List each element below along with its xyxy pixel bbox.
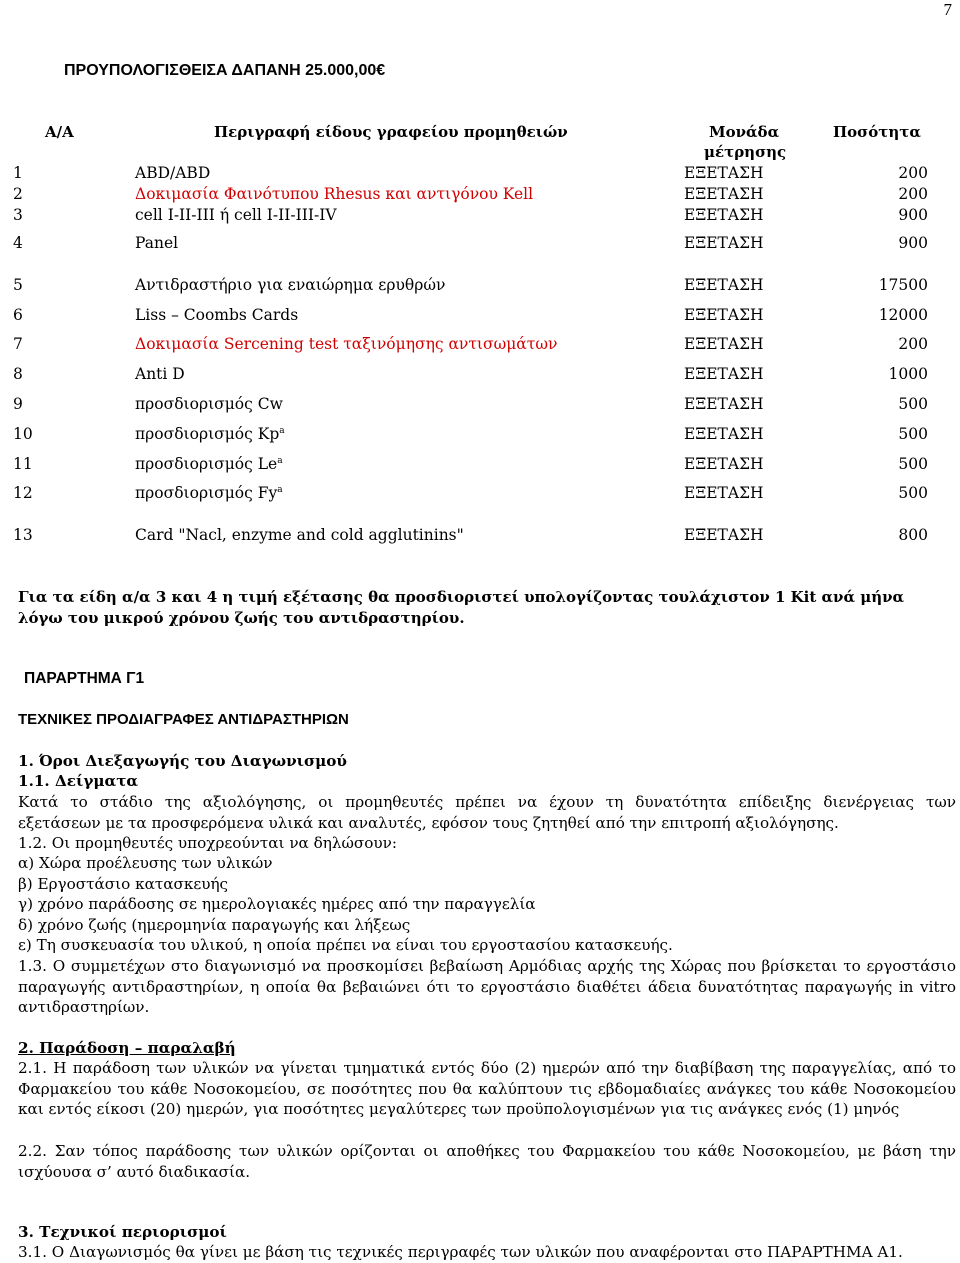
section-1-1-line2: εξετάσεων με τα προσφερόμενα υλικά και αναλυτές, εφόσον τους ζητηθεί από την επιτροπή αξιολόγησης. — [18, 814, 839, 832]
section-2-1-text: 2.1. Η παράδοση των υλικών να γίνεται τμηματικά εντός δύο (2) ημερών από την διαβίβαση της παραγγελίας, από το Φαρμακείου του κάθε Νοσοκομείου, σε ποσότητες που θα καλύπτουν τις εβδομαδιαίες ανάγκες του κάθε Νοσοκομείου και εντός είκοσι (20) ημερών, για ποσότητες μεγαλύτερες των προϋπολογισμένων για τις ανάγκες ενός (1) μηνός — [18, 1059, 956, 1118]
row-aa: 5 — [13, 276, 23, 294]
section-1-1-title: 1.1. Δείγματα — [18, 772, 139, 790]
row-unit: ΕΞΕΤΑΣΗ — [684, 234, 764, 252]
section-3-1-text: 3.1. Ο Διαγωνισμός θα γίνει με βάση τις τεχνικές περιγραφές των υλικών που αναφέρονται στο ΠΑΡΑΡΤΗΜΑ Α1. — [18, 1243, 903, 1261]
row-unit: ΕΞΕΤΑΣΗ — [684, 306, 764, 324]
section-2-title: 2. Παράδοση – παραλαβή — [18, 1039, 236, 1057]
row-unit: ΕΞΕΤΑΣΗ — [684, 164, 764, 182]
row-unit: ΕΞΕΤΑΣΗ — [684, 425, 764, 443]
list-item: δ) χρόνο ζωής (ημερομηνία παραγωγής και λήξεως — [18, 916, 411, 934]
row-quantity: 500 — [898, 484, 928, 502]
header-quantity: Ποσότητα — [833, 123, 921, 141]
superscript: a — [277, 485, 283, 495]
row-unit: ΕΞΕΤΑΣΗ — [684, 335, 764, 353]
row-aa: 13 — [13, 526, 33, 544]
row-description: προσδιορισμός Fy$^a$ — [135, 484, 283, 502]
technical-specs-title: ΤΕΧΝΙΚΕΣ ΠΡΟΔΙΑΓΡΑΦΕΣ ΑΝΤΙΔΡΑΣΤΗΡΙΩΝ — [18, 711, 349, 728]
section-1-3-text: 1.3. Ο συμμετέχων στο διαγωνισμό να προσκομίσει βεβαίωση Αρμόδιας αρχής της Χώρας που βρίσκεται το εργοστάσιο παραγωγής αντιδραστηρίων, η οποία θα βεβαιώνει ότι το εργοστάσιο διαθέτει άδεια δυνατότητας παραγωγής in vitro αντιδραστηρίων. — [18, 957, 956, 1016]
annex-title: ΠΑΡΑΡΤΗΜΑ Γ1 — [24, 670, 145, 687]
row-aa: 6 — [13, 306, 23, 324]
row-quantity: 200 — [898, 185, 928, 203]
note-paragraph: Για τα είδη α/α 3 και 4 η τιμή εξέτασης θα προσδιοριστεί υπολογίζοντας τουλάχιστον 1 Kit ανά μήνα λόγω του μικρού χρόνου ζωής του αντιδραστηρίου. — [18, 588, 905, 627]
header-aa: Α/Α — [45, 123, 74, 141]
row-quantity: 500 — [898, 455, 928, 473]
list-item: ε) Τη συσκευασία του υλικού, η οποία πρέπει να είναι του εργοστασίου κατασκευής. — [18, 936, 673, 954]
row-unit: ΕΞΕΤΑΣΗ — [684, 484, 764, 502]
list-item: γ) χρόνο παράδοσης σε ημερολογιακές ημέρες από την παραγγελία — [18, 895, 536, 913]
row-aa: 3 — [13, 206, 23, 224]
row-unit: ΕΞΕΤΑΣΗ — [684, 395, 764, 413]
row-aa: 2 — [13, 185, 23, 203]
row-quantity: 12000 — [878, 306, 928, 324]
row-description: Δοκιμασία Φαινότυπου Rhesus και αντιγόνου Kell — [135, 185, 534, 203]
row-unit: ΕΞΕΤΑΣΗ — [684, 185, 764, 203]
row-description: Anti D — [135, 365, 185, 383]
row-description: Panel — [135, 234, 179, 252]
row-quantity: 1000 — [888, 365, 928, 383]
row-description: Αντιδραστήριο για εναιώρημα ερυθρών — [135, 276, 446, 294]
row-quantity: 900 — [898, 206, 928, 224]
row-aa: 9 — [13, 395, 23, 413]
header-description: Περιγραφή είδους γραφείου προμηθειών — [214, 123, 568, 141]
row-description: Card "Nacl, enzyme and cold agglutinins" — [135, 526, 464, 544]
row-aa: 12 — [13, 484, 33, 502]
row-unit: ΕΞΕΤΑΣΗ — [684, 276, 764, 294]
header-unit-line2: μέτρησης — [704, 143, 787, 161]
section-1-1-line1: Κατά το στάδιο της αξιολόγησης, οι προμηθευτές πρέπει να έχουν τη δυνατότητα επίδειξης διενέργειας των — [18, 793, 956, 811]
superscript: a — [277, 456, 283, 466]
row-description: ABD/ABD — [135, 164, 211, 182]
list-item: β) Εργοστάσιο κατασκευής — [18, 875, 229, 893]
row-description: προσδιορισμός Cw — [135, 395, 283, 413]
row-quantity: 800 — [898, 526, 928, 544]
row-quantity: 500 — [898, 425, 928, 443]
row-unit: ΕΞΕΤΑΣΗ — [684, 206, 764, 224]
row-description: προσδιορισμός Kp$^a$ — [135, 425, 285, 443]
row-quantity: 17500 — [878, 276, 928, 294]
row-quantity: 900 — [898, 234, 928, 252]
section-2-2-text: 2.2. Σαν τόπος παράδοσης των υλικών ορίζονται οι αποθήκες του Φαρμακείου του κάθε Νοσοκομείου, με βάση την ισχύουσα σ’ αυτό διαδικασία. — [18, 1142, 956, 1181]
row-quantity: 200 — [898, 335, 928, 353]
section-3-title: 3. Τεχνικοί περιορισμοί — [18, 1223, 227, 1241]
row-aa: 8 — [13, 365, 23, 383]
list-item: α) Χώρα προέλευσης των υλικών — [18, 854, 273, 872]
superscript: a — [279, 426, 285, 436]
row-quantity: 200 — [898, 164, 928, 182]
row-aa: 4 — [13, 234, 23, 252]
row-quantity: 500 — [898, 395, 928, 413]
page-number: 7 — [943, 0, 952, 19]
row-aa: 1 — [13, 164, 23, 182]
row-description: cell I-II-III ή cell I-II-III-IV — [135, 206, 337, 224]
row-unit: ΕΞΕΤΑΣΗ — [684, 365, 764, 383]
row-unit: ΕΞΕΤΑΣΗ — [684, 455, 764, 473]
row-description: Δοκιμασία Sercening test ταξινόμησης αντισωμάτων — [135, 335, 558, 353]
row-unit: ΕΞΕΤΑΣΗ — [684, 526, 764, 544]
header-unit-line1: Μονάδα — [709, 123, 780, 141]
section-1-2-text: 1.2. Οι προμηθευτές υποχρεούνται να δηλώσουν: — [18, 834, 397, 852]
row-aa: 11 — [13, 455, 33, 473]
row-description: προσδιορισμός Le$^a$ — [135, 455, 283, 473]
section-1-title: 1. Όροι Διεξαγωγής του Διαγωνισμού — [18, 752, 347, 770]
row-description: Liss – Coombs Cards — [135, 306, 299, 324]
row-aa: 7 — [13, 335, 23, 353]
budget-title: ΠΡΟΥΠΟΛΟΓΙΣΘΕΙΣΑ ΔΑΠΑΝΗ 25.000,00€ — [64, 62, 386, 79]
row-aa: 10 — [13, 425, 33, 443]
